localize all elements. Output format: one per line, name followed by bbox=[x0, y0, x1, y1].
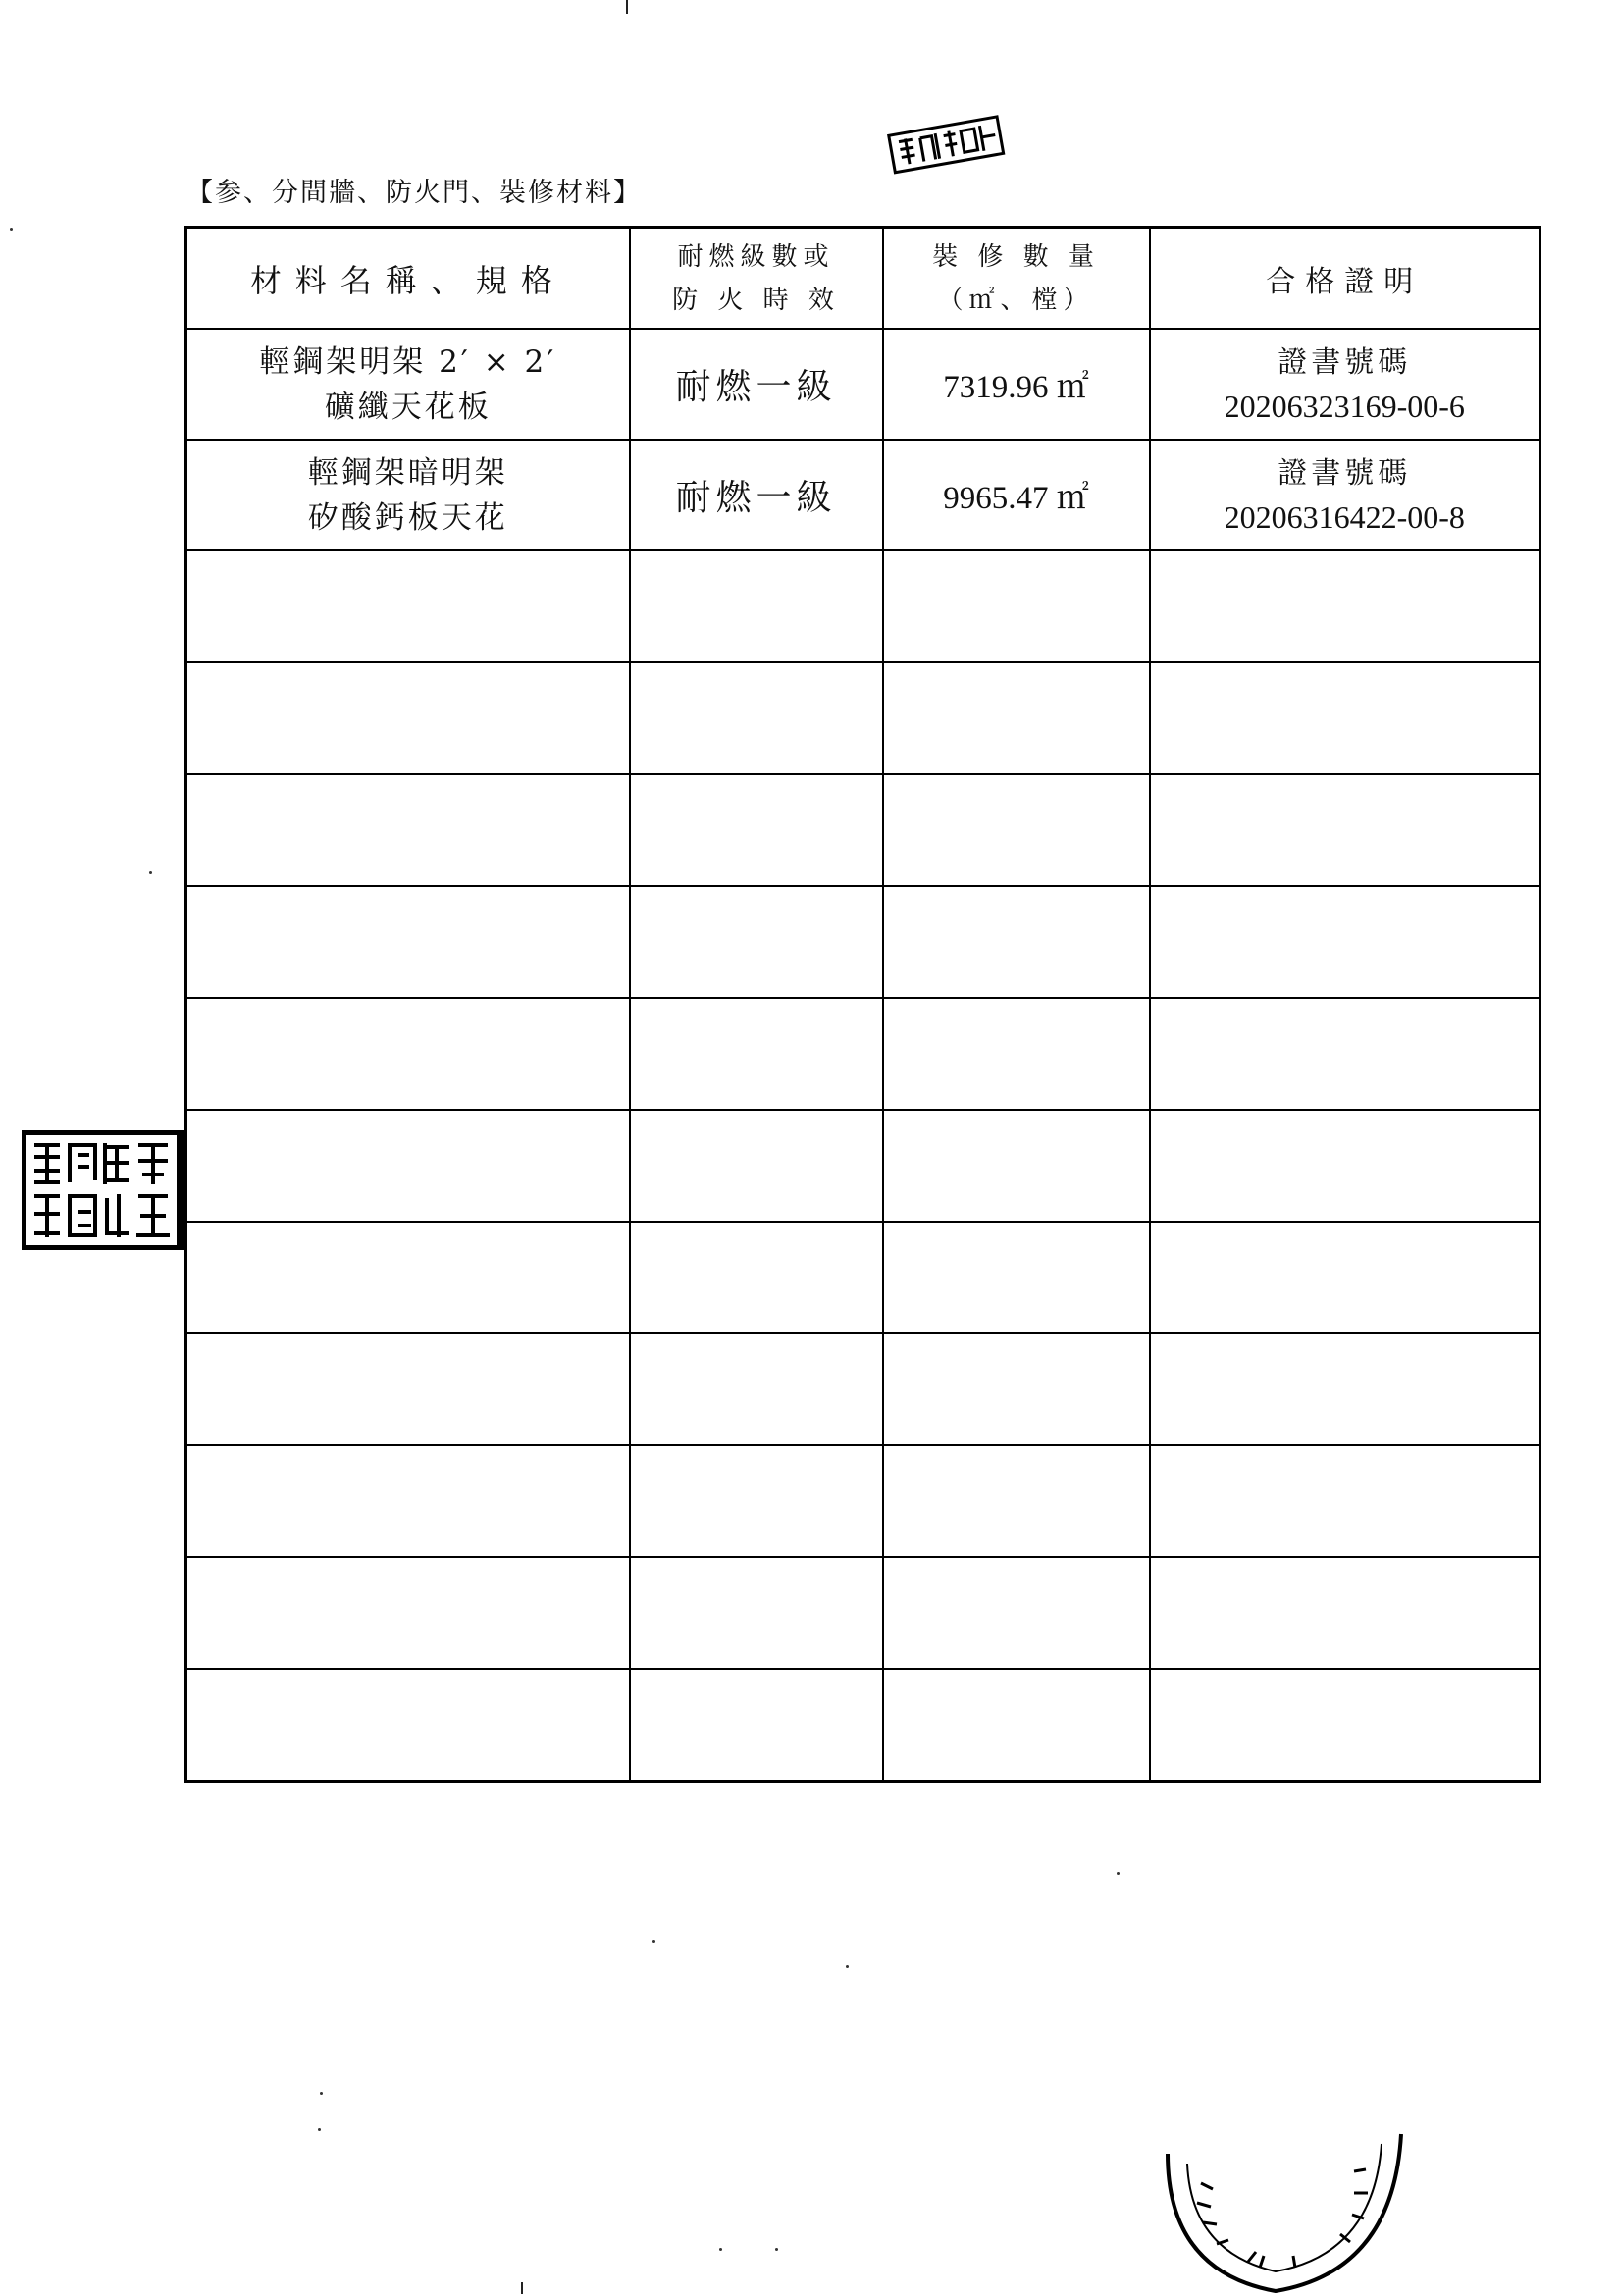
table-row-empty bbox=[186, 774, 1540, 886]
table-row-empty bbox=[186, 1669, 1540, 1782]
empty-cell bbox=[630, 1333, 883, 1445]
seal-stamp-bottom bbox=[1158, 2124, 1413, 2296]
empty-cell bbox=[186, 1445, 630, 1557]
header-fire-grade: 耐燃級數或 防 火 時 效 bbox=[630, 228, 883, 330]
header-certificate: 合格證明 bbox=[1150, 228, 1540, 330]
scan-speck bbox=[10, 228, 13, 231]
empty-cell bbox=[1150, 662, 1540, 774]
empty-cell bbox=[1150, 1445, 1540, 1557]
empty-cell bbox=[883, 1445, 1150, 1557]
empty-cell bbox=[1150, 1669, 1540, 1782]
empty-cell bbox=[883, 998, 1150, 1110]
table-row-empty bbox=[186, 1557, 1540, 1669]
empty-cell bbox=[1150, 1333, 1540, 1445]
empty-cell bbox=[883, 1669, 1150, 1782]
table-row-empty bbox=[186, 998, 1540, 1110]
bottom-edge-mark bbox=[521, 2282, 523, 2294]
materials-table bbox=[184, 226, 1541, 1783]
empty-cell bbox=[186, 1333, 630, 1445]
certificate-cell: 證書號碼 20206316422-00-8 bbox=[1150, 440, 1540, 550]
scan-speck bbox=[846, 1965, 849, 1968]
empty-cell bbox=[883, 1557, 1150, 1669]
scan-speck bbox=[320, 2092, 323, 2095]
scan-speck bbox=[719, 2248, 722, 2251]
scan-speck bbox=[652, 1940, 655, 1943]
table-row-empty bbox=[186, 550, 1540, 662]
empty-cell bbox=[883, 662, 1150, 774]
empty-cell bbox=[630, 1110, 883, 1222]
empty-cell bbox=[186, 1222, 630, 1333]
empty-cell bbox=[186, 1669, 630, 1782]
material-name-cell: 輕鋼架暗明架 矽酸鈣板天花 bbox=[186, 440, 630, 550]
registration-stamp-top bbox=[884, 108, 1011, 179]
empty-cell bbox=[186, 1557, 630, 1669]
empty-cell bbox=[883, 886, 1150, 998]
scan-speck bbox=[775, 2248, 778, 2251]
empty-cell bbox=[630, 662, 883, 774]
empty-cell bbox=[1150, 998, 1540, 1110]
fire-grade-cell: 耐燃一級 bbox=[630, 329, 883, 440]
empty-cell bbox=[1150, 1110, 1540, 1222]
empty-cell bbox=[630, 886, 883, 998]
empty-cell bbox=[630, 550, 883, 662]
certificate-cell: 證書號碼 20206323169-00-6 bbox=[1150, 329, 1540, 440]
material-name-cell: 輕鋼架明架 2′ × 2′ 礦纖天花板 bbox=[186, 329, 630, 440]
empty-cell bbox=[1150, 550, 1540, 662]
empty-cell bbox=[186, 662, 630, 774]
scan-speck bbox=[318, 2128, 321, 2131]
empty-cell bbox=[186, 886, 630, 998]
empty-cell bbox=[883, 1333, 1150, 1445]
table-row-empty bbox=[186, 1333, 1540, 1445]
table-row-empty bbox=[186, 886, 1540, 998]
empty-cell bbox=[630, 1222, 883, 1333]
fire-grade-cell: 耐燃一級 bbox=[630, 440, 883, 550]
header-quantity: 裝 修 數 量 （㎡、樘） bbox=[883, 228, 1150, 330]
scan-speck bbox=[149, 871, 152, 874]
empty-cell bbox=[186, 1110, 630, 1222]
empty-cell bbox=[630, 1669, 883, 1782]
empty-cell bbox=[186, 774, 630, 886]
empty-cell bbox=[1150, 1222, 1540, 1333]
section-title: 【参、分間牆、防火門、裝修材料】 bbox=[186, 178, 642, 208]
table-row bbox=[186, 329, 1540, 440]
empty-cell bbox=[630, 1445, 883, 1557]
table-row-empty bbox=[186, 1110, 1540, 1222]
empty-cell bbox=[186, 550, 630, 662]
quantity-cell: 9965.47 ㎡ bbox=[883, 440, 1150, 550]
empty-cell bbox=[1150, 1557, 1540, 1669]
seal-stamp-left bbox=[22, 1130, 186, 1250]
empty-cell bbox=[630, 998, 883, 1110]
table-row-empty bbox=[186, 662, 1540, 774]
empty-cell bbox=[1150, 886, 1540, 998]
table-row-empty bbox=[186, 1445, 1540, 1557]
empty-cell bbox=[186, 998, 630, 1110]
empty-cell bbox=[883, 1222, 1150, 1333]
empty-cell bbox=[883, 1110, 1150, 1222]
empty-cell bbox=[1150, 774, 1540, 886]
empty-cell bbox=[883, 550, 1150, 662]
header-material-name: 材料名稱、規格 bbox=[186, 228, 630, 330]
table-header-row bbox=[186, 228, 1540, 330]
top-edge-mark bbox=[626, 0, 628, 14]
empty-cell bbox=[883, 774, 1150, 886]
empty-cell bbox=[630, 1557, 883, 1669]
empty-cell bbox=[630, 774, 883, 886]
scan-speck bbox=[1117, 1872, 1120, 1875]
table-row bbox=[186, 440, 1540, 550]
quantity-cell: 7319.96 ㎡ bbox=[883, 329, 1150, 440]
table-row-empty bbox=[186, 1222, 1540, 1333]
